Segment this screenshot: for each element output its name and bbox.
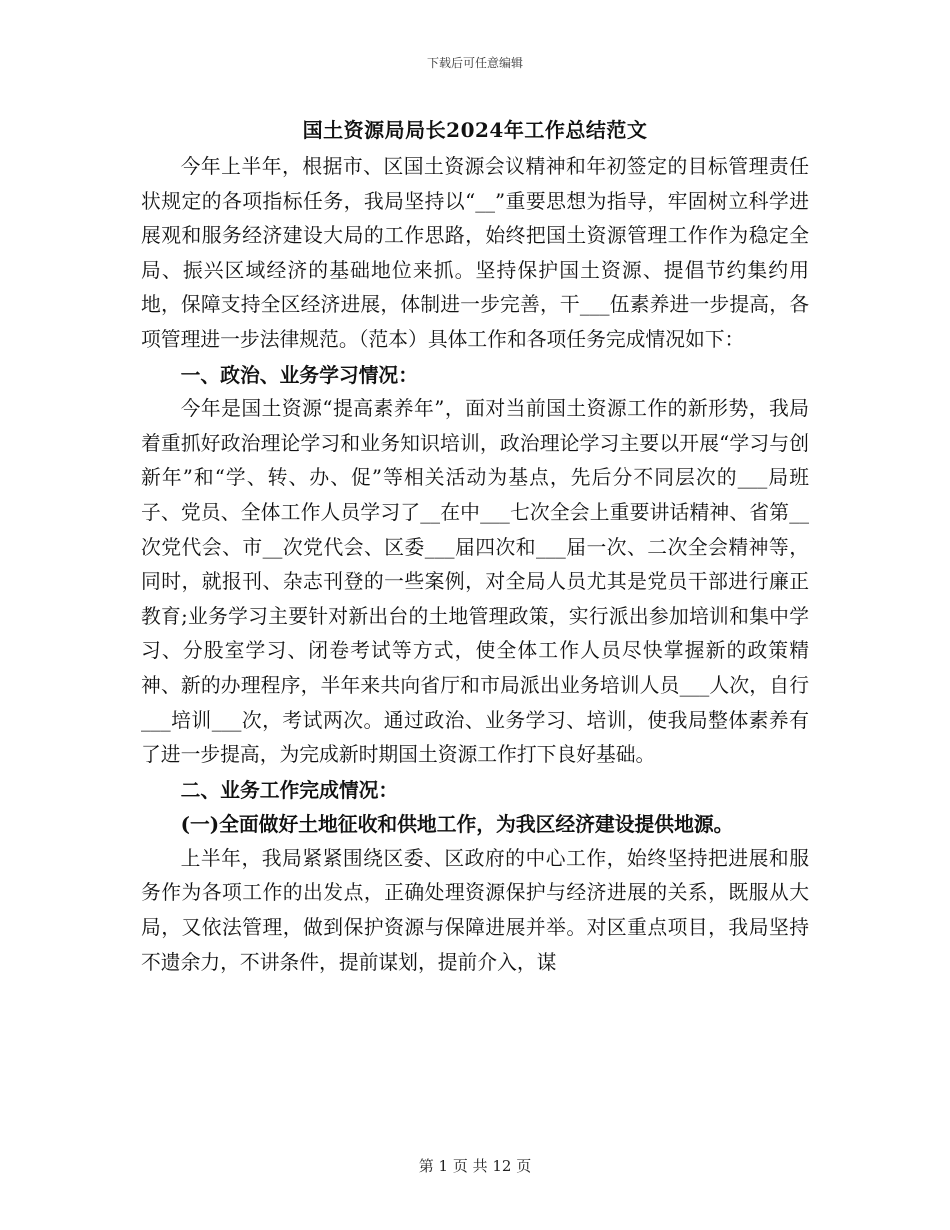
page-header-note: 下载后可任意编辑 <box>426 56 523 70</box>
subsection-heading-land: (一)全面做好土地征收和供地工作，为我区经济建设提供地源。 <box>180 812 734 837</box>
intro-paragraph: 今年上半年，根据市、区国土资源会议精神和年初签定的目标管理责任状规定的各项指标任务，我局坚持以“__”重要思想为指导，牢固树立科学进展观和服务经济建设大局的工作思路，始终把国土资源管理工作作为稳定全局、振兴区域经济的基础地位来抓。坚持保护国土资源、提倡节约集约用地，保障支持全区经济进展，体制进一步完善，干___伍素养进一步提高，各项管理进一步法律规范。（范本）具体工作和各项任务完成情况如下： <box>141 155 809 351</box>
document-body <box>141 150 809 980</box>
section-heading-business: 二、业务工作完成情况： <box>180 777 399 802</box>
section-heading-study: 一、政治、业务学习情况： <box>180 362 418 387</box>
study-paragraph: 今年是国土资源“提高素养年”，面对当前国土资源工作的新形势，我局着重抓好政治理论学习和业务知识培训，政治理论学习主要以开展“学习与创新年”和“学、转、办、促”等相关活动为基点，先后分不同层次的___局班子、党员、全体工作人员学习了__在中___七次全会上重要讲话精神、省第__次党代会、市__次党代会、区委___届四次和___届一次、二次全会精神等，同时，就报刊、杂志刊登的一些案例，对全局人员尤其是党员干部进行廉正教育;业务学习主要针对新出台的土地管理政策，实行派出参加培训和集中学习、分股室学习、闭卷考试等方式，使全体工作人员尽快掌握新的政策精神、新的办理程序，半年来共向省厅和市局派出业务培训人员___人次，自行___培训___次，考试两次。通过政治、业务学习、培训，使我局整体素养有了进一步提高，为完成新时期国土资源工作打下良好基础。 <box>141 397 809 767</box>
document-title: 国土资源局局长2024年工作总结范文 <box>302 118 648 142</box>
land-paragraph: 上半年，我局紧紧围绕区委、区政府的中心工作，始终坚持把进展和服务作为各项工作的出发点，正确处理资源保护与经济进展的关系，既服从大局，又依法管理，做到保护资源与保障进展并举。对区重点项目，我局坚持不遗余力，不讲条件，提前谋划，提前介入，谋 <box>141 846 809 974</box>
page-number: 第 1 页 共 12 页 <box>418 1157 532 1175</box>
